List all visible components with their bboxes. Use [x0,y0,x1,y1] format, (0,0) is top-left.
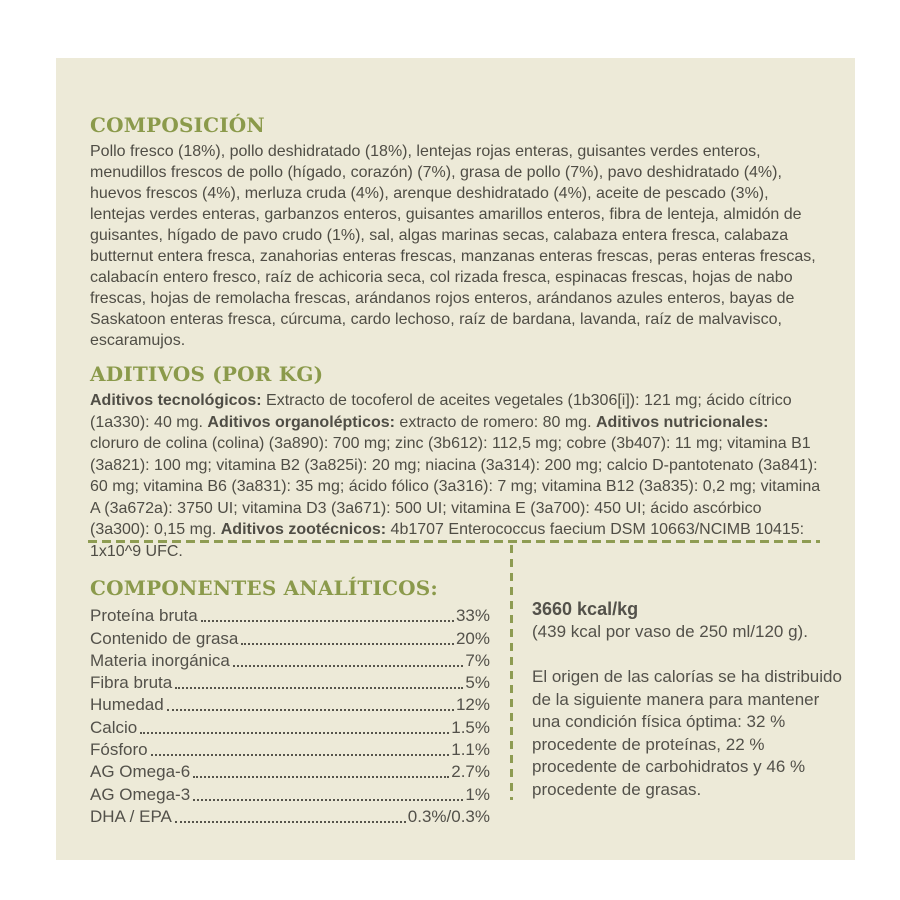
kcal-per-kg: 3660 kcal/kg [532,599,639,619]
label-panel [56,58,855,860]
row-value: 20% [455,628,490,648]
table-row [90,738,490,760]
dot-leader [175,687,463,689]
additives-zootechnical-label: Aditivos zootécnicos: [220,521,387,538]
row-label: Humedad [90,695,164,715]
composition-title: COMPOSICIÓN [90,113,265,137]
dot-leader [193,776,449,778]
dot-leader [233,665,464,667]
additives-tech-label: Aditivos tecnológicos: [90,392,262,409]
table-row [90,649,490,671]
label-content [56,58,855,562]
row-label: Proteína bruta [90,606,198,626]
row-value: 5% [465,673,490,693]
additives-text [90,390,821,562]
row-label: Fibra bruta [90,673,173,693]
dot-leader [167,709,454,711]
energy-section [532,598,846,801]
row-value: 1.1% [451,740,490,760]
dot-leader [193,799,463,801]
additives-title: ADITIVOS (POR KG) [90,362,324,386]
table-row [90,782,490,804]
table-row [90,715,490,737]
table-row [90,671,490,693]
table-row [90,693,490,715]
row-value: 33% [455,606,490,626]
additives-nutritional-text: cloruro de colina (colina) (3a890): 700 mg; zinc (3b612): 112,5 mg; cobre (3b407): 11 mg; vitamina B1 (3a821): 100 mg; vitamina B2 (3a825i): 20 mg; niacina (3a314): 200 mg; calcio D-pantotenato (3a841): 60 mg; vitamina B6 (3a831): 35 mg; ácido fólico (3a316): 7 mg; vitamina B12 (3a835): 0,2 mg; vitamina A (3a672a): 3750 UI; vitamina D3 (3a671): 500 UI; vitamina E (3a700): 450 UI; ácido ascórbico (3a300): 0,15 mg. [90,435,821,538]
dot-leader [151,754,450,756]
row-label: Fósforo [90,740,148,760]
row-label: Calcio [90,717,138,737]
row-label: AG Omega-6 [90,762,191,782]
row-value: 12% [455,695,490,715]
horizontal-dashed-divider [88,540,820,543]
additives-organoleptic-label: Aditivos organolépticos: [207,413,395,431]
dot-leader [140,732,449,734]
table-row [90,626,490,648]
additives-zootechnical-text: 4b1707 Enterococcus faecium DSM 10663/NCIMB 10415: 1x10^9 UFC. [90,521,805,560]
calorie-distribution-text: El origen de las calorías se ha distribuido de la siguiente manera para mantener una condición física óptima: 32 % procedente de proteínas, 22 % procedente de carbohidratos y 46 % procedente de grasas. [532,667,842,799]
analytical-rows [90,604,490,827]
dot-leader [201,620,454,622]
row-value: 2.7% [451,762,490,782]
dot-leader [175,821,406,823]
composition-text: Pollo fresco (18%), pollo deshidratado (18%), lentejas rojas enteras, guisantes verdes enteros, menudillos frescos de pollo (hígado, corazón) (7%), grasa de pollo (7%), pavo deshidratado (4%), huevos frescos (4%), merluza cruda (4%), arenque deshidratado (4%), aceite de pescado (3%), lentejas verdes enteras, garbanzos enteros, guisantes amarillos enteros, fibra de lenteja, almidón de guisantes, hígado de pavo crudo (1%), sal, algas marinas secas, calabaza entera fresca, calabaza butternut entera fresca, zanahorias enteras frescas, manzanas enteras frescas, peras enteras frescas, calabacín entero fresco, raíz de achicoria seca, col rizada fresca, espinacas frescas, hojas de nabo frescas, hojas de remolacha frescas, arándanos rojos enteros, arándanos azules enteros, bayas de Saskatoon enteras fresca, cúrcuma, cardo lechoso, raíz de bardana, lavanda, raíz de malvavisco, escaramujos. [90,143,816,349]
table-row [90,760,490,782]
row-label: Contenido de grasa [90,628,239,648]
analytical-components-section [90,577,490,827]
vertical-dashed-divider [510,545,513,800]
additives-section [90,363,821,562]
row-label: DHA / EPA [90,806,172,826]
additives-tech-text: Extracto de tocoferol de aceites vegetales (1b306[i]): 121 mg; ácido cítrico (1a330): 40 mg. [90,392,792,431]
row-value: 7% [465,650,490,670]
row-value: 0.3%/0.3% [407,806,490,826]
dot-leader [241,643,454,645]
additives-nutritional-label: Aditivos nutricionales: [595,413,769,431]
row-value: 1.5% [451,717,490,737]
row-label: Materia inorgánica [90,650,230,670]
analytical-title: COMPONENTES ANALÍTICOS: [90,576,439,600]
row-label: AG Omega-3 [90,784,191,804]
table-row [90,805,490,827]
row-value: 1% [465,784,490,804]
table-row [90,604,490,626]
kcal-per-serving: (439 kcal por vaso de 250 ml/120 g). [532,621,808,641]
additives-organoleptic-text: extracto de romero: 80 mg. [394,413,596,431]
